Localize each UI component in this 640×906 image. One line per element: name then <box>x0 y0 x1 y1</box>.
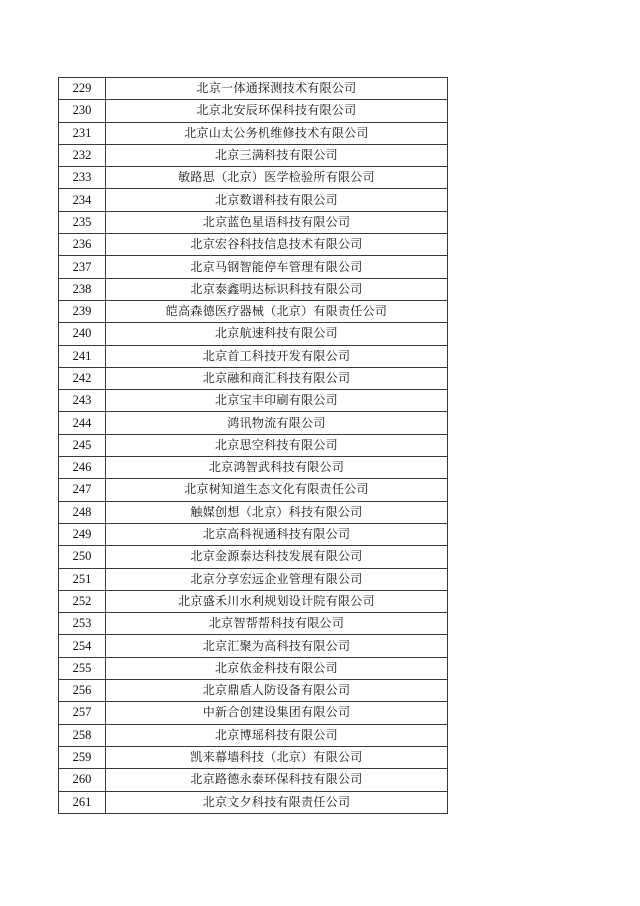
company-name-cell: 北京高科视通科技有限公司 <box>106 523 448 545</box>
table-row <box>59 457 448 479</box>
row-number-cell: 235 <box>59 211 106 233</box>
company-name-cell: 北京山太公务机维修技术有限公司 <box>106 122 448 144</box>
row-number-cell: 233 <box>59 167 106 189</box>
table-row <box>59 791 448 813</box>
table-row <box>59 144 448 166</box>
row-number-cell: 241 <box>59 345 106 367</box>
company-name-cell: 北京马钢智能停车管理有限公司 <box>106 256 448 278</box>
row-number-cell: 259 <box>59 746 106 768</box>
row-number-cell: 250 <box>59 546 106 568</box>
company-name-cell: 北京文夕科技有限责任公司 <box>106 791 448 813</box>
row-number-cell: 248 <box>59 501 106 523</box>
row-number-cell: 258 <box>59 724 106 746</box>
row-number-cell: 257 <box>59 702 106 724</box>
table-row <box>59 234 448 256</box>
row-number-cell: 240 <box>59 323 106 345</box>
table-row <box>59 390 448 412</box>
company-name-cell: 北京北安辰环保科技有限公司 <box>106 100 448 122</box>
row-number-cell: 252 <box>59 590 106 612</box>
company-name-cell: 皑高森德医疗器械（北京）有限责任公司 <box>106 300 448 322</box>
row-number-cell: 251 <box>59 568 106 590</box>
table-row <box>59 412 448 434</box>
company-name-cell: 北京博瑶科技有限公司 <box>106 724 448 746</box>
row-number-cell: 253 <box>59 613 106 635</box>
table-row <box>59 635 448 657</box>
row-number-cell: 238 <box>59 278 106 300</box>
table-row <box>59 479 448 501</box>
row-number-cell: 236 <box>59 234 106 256</box>
company-name-cell: 北京汇聚为高科技有限公司 <box>106 635 448 657</box>
table-row <box>59 323 448 345</box>
row-number-cell: 261 <box>59 791 106 813</box>
row-number-cell: 243 <box>59 390 106 412</box>
table-row <box>59 724 448 746</box>
row-number-cell: 237 <box>59 256 106 278</box>
row-number-cell: 247 <box>59 479 106 501</box>
company-name-cell: 北京数谱科技有限公司 <box>106 189 448 211</box>
company-name-cell: 北京智帮帮科技有限公司 <box>106 613 448 635</box>
table-row <box>59 78 448 100</box>
company-name-cell: 鸿讯物流有限公司 <box>106 412 448 434</box>
table-row <box>59 680 448 702</box>
row-number-cell: 242 <box>59 367 106 389</box>
company-name-cell: 北京鼎盾人防设备有限公司 <box>106 680 448 702</box>
company-name-cell: 北京依金科技有限公司 <box>106 657 448 679</box>
company-list-table <box>58 77 448 814</box>
table-row <box>59 100 448 122</box>
table-row <box>59 300 448 322</box>
company-name-cell: 凯来幕墙科技（北京）有限公司 <box>106 746 448 768</box>
row-number-cell: 232 <box>59 144 106 166</box>
company-name-cell: 北京泰鑫明达标识科技有限公司 <box>106 278 448 300</box>
table-row <box>59 523 448 545</box>
company-name-cell: 北京融和商汇科技有限公司 <box>106 367 448 389</box>
row-number-cell: 246 <box>59 457 106 479</box>
company-name-cell: 北京树知道生态文化有限责任公司 <box>106 479 448 501</box>
table-row <box>59 211 448 233</box>
company-name-cell: 北京首工科技开发有限公司 <box>106 345 448 367</box>
row-number-cell: 255 <box>59 657 106 679</box>
company-name-cell: 北京蓝色星语科技有限公司 <box>106 211 448 233</box>
company-name-cell: 北京一体通探测技术有限公司 <box>106 78 448 100</box>
table-row <box>59 434 448 456</box>
company-name-cell: 北京路德永泰环保科技有限公司 <box>106 769 448 791</box>
table-row <box>59 546 448 568</box>
row-number-cell: 230 <box>59 100 106 122</box>
company-name-cell: 北京宏谷科技信息技术有限公司 <box>106 234 448 256</box>
table-row <box>59 367 448 389</box>
table-body <box>59 78 448 814</box>
row-number-cell: 245 <box>59 434 106 456</box>
table-row <box>59 345 448 367</box>
company-name-cell: 中新合创建设集团有限公司 <box>106 702 448 724</box>
company-name-cell: 北京盛禾川水利规划设计院有限公司 <box>106 590 448 612</box>
company-name-cell: 北京金源泰达科技发展有限公司 <box>106 546 448 568</box>
table-row <box>59 122 448 144</box>
company-name-cell: 北京航速科技有限公司 <box>106 323 448 345</box>
row-number-cell: 229 <box>59 78 106 100</box>
table-row <box>59 746 448 768</box>
company-name-cell: 敏路思（北京）医学检验所有限公司 <box>106 167 448 189</box>
row-number-cell: 231 <box>59 122 106 144</box>
table-row <box>59 167 448 189</box>
company-name-cell: 北京三满科技有限公司 <box>106 144 448 166</box>
company-name-cell: 北京宝丰印刷有限公司 <box>106 390 448 412</box>
row-number-cell: 239 <box>59 300 106 322</box>
table-row <box>59 501 448 523</box>
company-name-cell: 北京思空科技有限公司 <box>106 434 448 456</box>
table-row <box>59 590 448 612</box>
table-row <box>59 256 448 278</box>
row-number-cell: 254 <box>59 635 106 657</box>
table-row <box>59 568 448 590</box>
row-number-cell: 234 <box>59 189 106 211</box>
table-row <box>59 189 448 211</box>
company-name-cell: 触媒创想（北京）科技有限公司 <box>106 501 448 523</box>
table-row <box>59 769 448 791</box>
row-number-cell: 249 <box>59 523 106 545</box>
table-row <box>59 702 448 724</box>
row-number-cell: 256 <box>59 680 106 702</box>
row-number-cell: 260 <box>59 769 106 791</box>
table-row <box>59 613 448 635</box>
company-name-cell: 北京鸿智武科技有限公司 <box>106 457 448 479</box>
row-number-cell: 244 <box>59 412 106 434</box>
company-name-cell: 北京分享宏远企业管理有限公司 <box>106 568 448 590</box>
table-row <box>59 278 448 300</box>
table-row <box>59 657 448 679</box>
